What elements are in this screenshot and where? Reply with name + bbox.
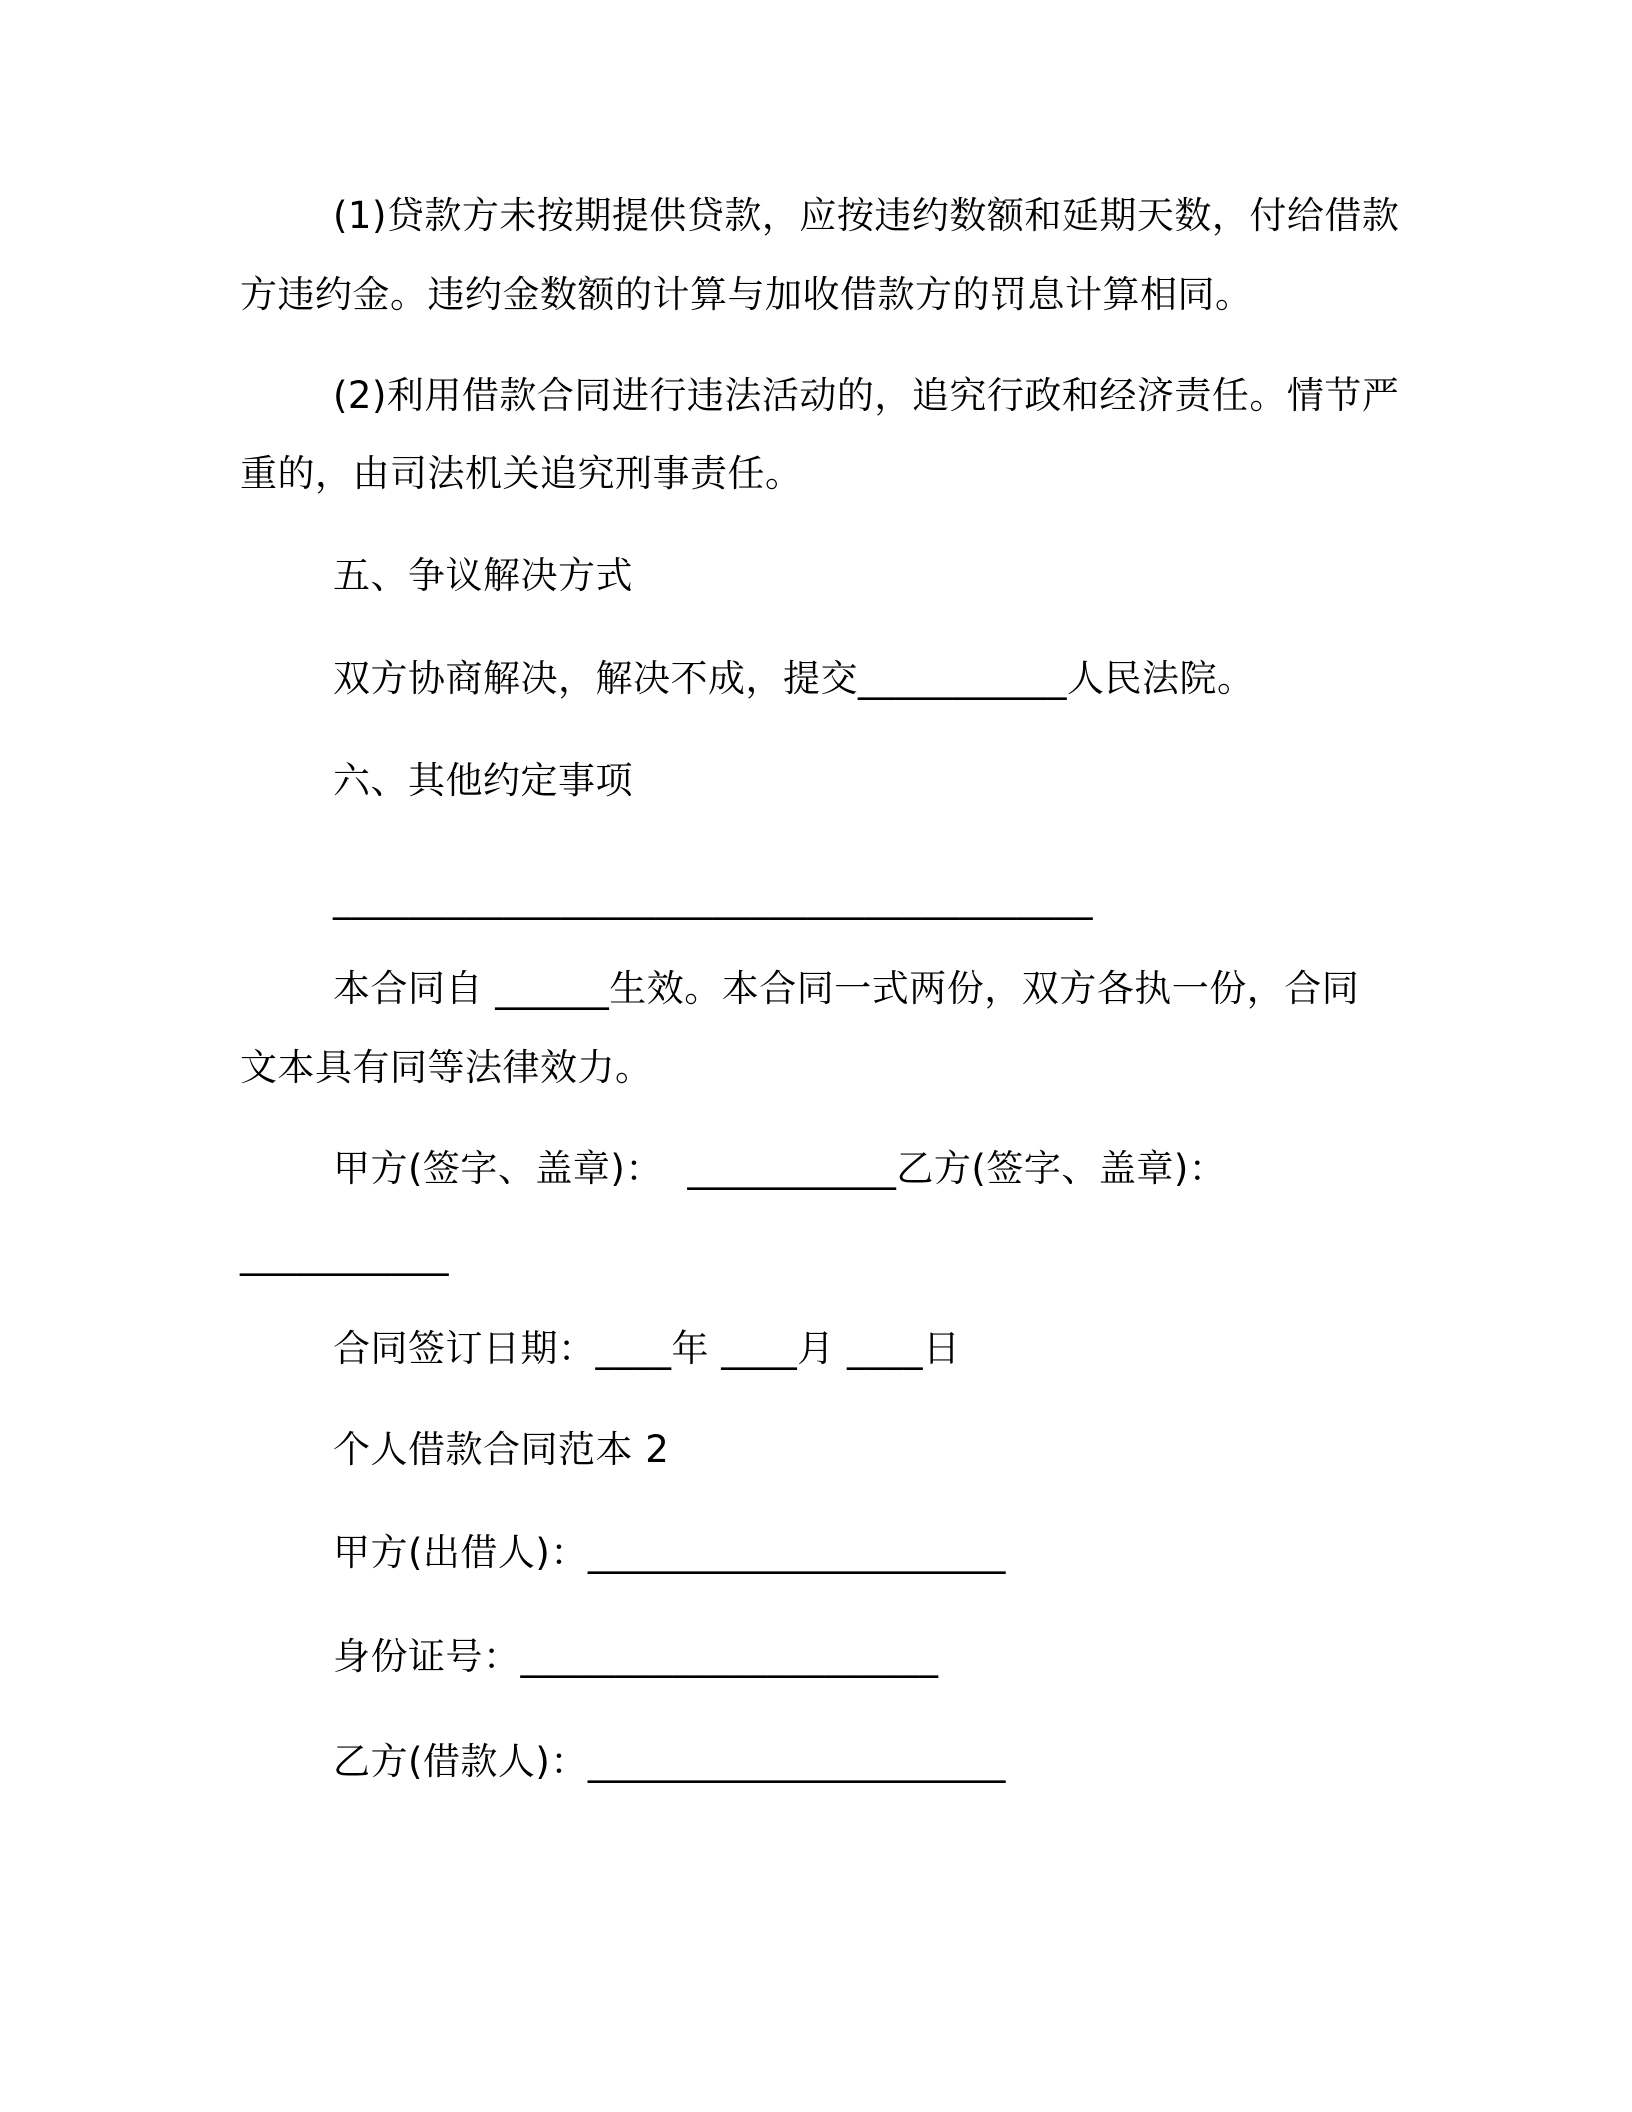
section-heading-dispute: 五、争议解决方式 xyxy=(333,554,633,597)
clause-1-line-1: (1)贷款方未按期提供贷款，应按违约数额和延期天数，付给借款 xyxy=(333,194,1400,237)
other-terms-blank-line: ________________________________________ xyxy=(333,877,1093,920)
clause-2-line-1: (2)利用借款合同进行违法活动的，追究行政和经济责任。情节严 xyxy=(333,374,1400,417)
id-number-field: 身份证号：______________________ xyxy=(333,1635,939,1678)
section-heading-other-terms: 六、其他约定事项 xyxy=(333,759,633,802)
lender-field: 甲方(出借人)：______________________ xyxy=(333,1531,1006,1574)
signature-blank-continuation: ___________ xyxy=(240,1233,449,1276)
contract-template-2-title: 个人借款合同范本 2 xyxy=(333,1428,670,1471)
signature-line: 甲方(签字、盖章)： ___________乙方(签字、盖章)： xyxy=(333,1147,1227,1190)
effective-clause-line-2: 文本具有同等法律效力。 xyxy=(240,1046,653,1089)
borrower-field: 乙方(借款人)：______________________ xyxy=(333,1740,1006,1783)
dispute-resolution-text: 双方协商解决，解决不成，提交___________人民法院。 xyxy=(333,657,1255,700)
clause-2-line-2: 重的，由司法机关追究刑事责任。 xyxy=(240,452,803,495)
clause-1-line-2: 方违约金。违约金数额的计算与加收借款方的罚息计算相同。 xyxy=(240,273,1253,316)
effective-clause-line-1: 本合同自 ______生效。本合同一式两份，双方各执一份，合同 xyxy=(333,967,1360,1010)
signing-date-line: 合同签订日期：____年 ____月 ____日 xyxy=(333,1327,961,1370)
